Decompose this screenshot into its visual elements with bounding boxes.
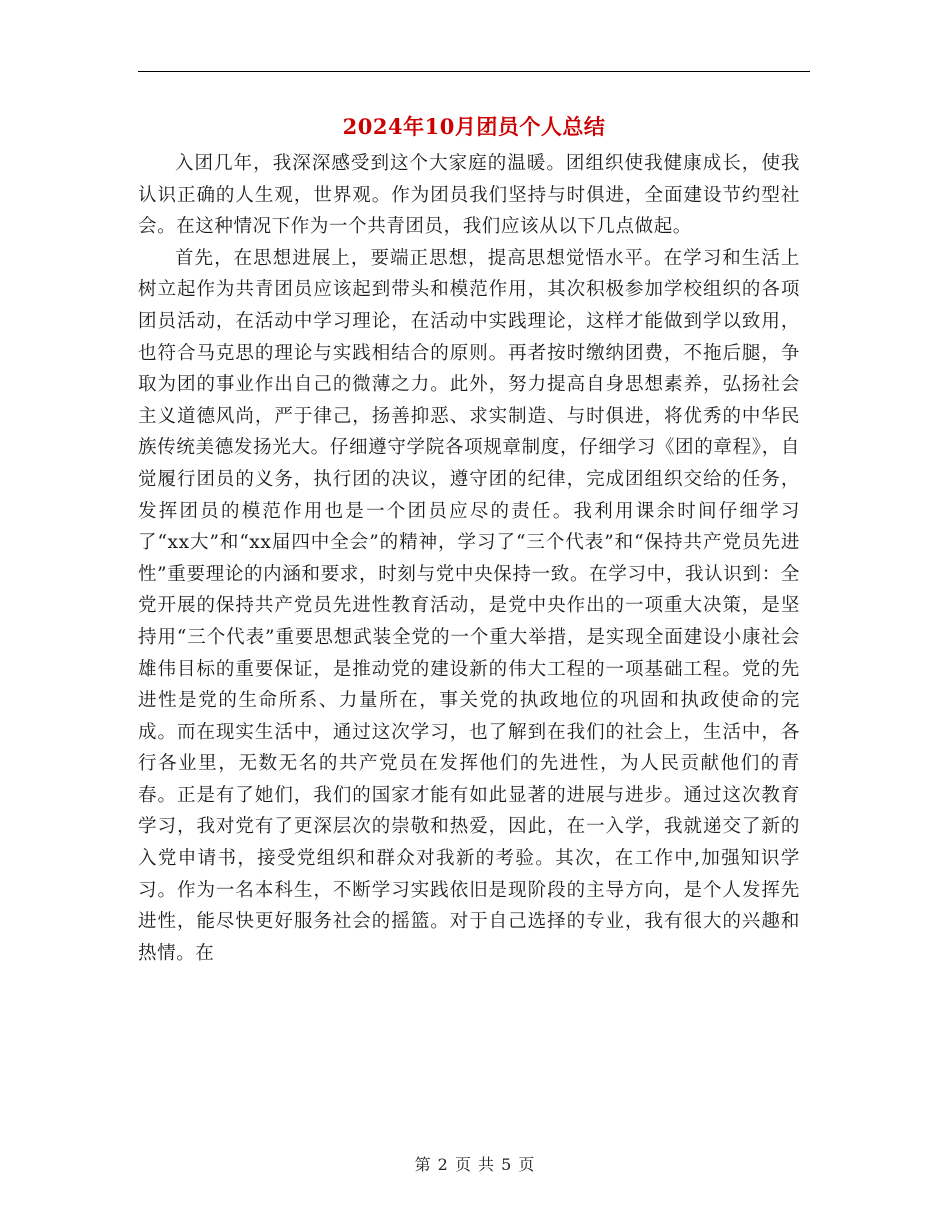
header-rule [138, 71, 810, 72]
document-body [138, 148, 800, 969]
document-title: 2024年10月团员个人总结 [342, 114, 606, 139]
page-number: 第 2 页 共 5 页 [414, 1155, 536, 1174]
paragraph-intro: 入团几年，我深深感受到这个大家庭的温暖。团组织使我健康成长，使我认识正确的人生观，世界观。作为团员我们坚持与时俱进，全面建设节约型社会。在这种情况下作为一个共青团员，我们应该从以下几点做起。 [138, 153, 800, 238]
paragraph-main: 首先，在思想进展上，要端正思想，提高思想觉悟水平。在学习和生活上树立起作为共青团员应该起到带头和模范作用，其次积极参加学校组织的各项团员活动，在活动中学习理论，在活动中实践理论，这样才能做到学以致用，也符合马克思的理论与实践相结合的原则。再者按时缴纳团费，不拖后腿，争取为团的事业作出自己的微薄之力。此外，努力提高自身思想素养，弘扬社会主义道德风尚，严于律己，扬善抑恶、求实制造、与时俱进，将优秀的中华民族传统美德发扬光大。仔细遵守学院各项规章制度，仔细学习《团的章程》，自觉履行团员的义务，执行团的决议，遵守团的纪律，完成团组织交给的任务，发挥团员的模范作用也是一个团员应尽的责任。我利用课余时间仔细学习了“xx大”和“xx届四中全会”的精神，学习了“三个代表”和“保持共产党员先进性”重要理论的内涵和要求，时刻与党中央保持一致。在学习中，我认识到：全党开展的保持共产党员先进性教育活动，是党中央作出的一项重大决策，是坚持用“三个代表”重要思想武装全党的一个重大举措，是实现全面建设小康社会雄伟目标的重要保证，是推动党的建设新的伟大工程的一项基础工程。党的先进性是党的生命所系、力量所在，事关党的执政地位的巩固和执政使命的完成。而在现实生活中，通过这次学习，也了解到在我们的社会上，生活中，各行各业里，无数无名的共产党员在发挥他们的先进性，为人民贡献他们的青春。正是有了她们，我们的国家才能有如此显著的进展与进步。通过这次教育学习，我对党有了更深层次的崇敬和热爱，因此，在一入学，我就递交了新的入党申请书，接受党组织和群众对我新的考验。其次，在工作中,加强知识学习。作为一名本科生，不断学习实践依旧是现阶段的主导方向，是个人发挥先进性，能尽快更好服务社会的摇篮。对于自己选择的专业，我有很大的兴趣和热情。在 [138, 247, 800, 964]
